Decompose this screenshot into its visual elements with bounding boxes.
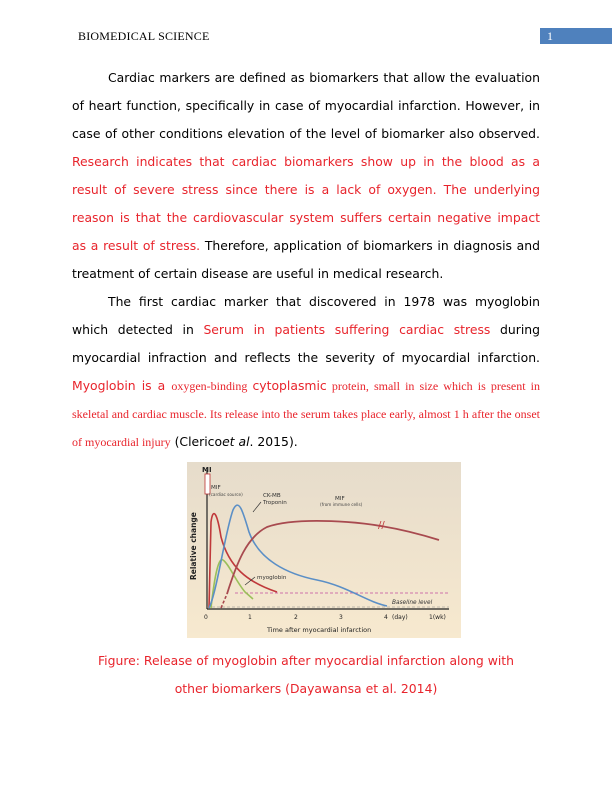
x-axis-label: Time after myocardial infarction — [267, 626, 372, 634]
tick-2: 2 — [294, 614, 298, 621]
tick-week: 1(wk) — [429, 614, 446, 621]
mif-immune-label: MIF — [335, 496, 345, 502]
myoglobin-label: myoglobin — [257, 575, 287, 581]
tick-day-unit: (day) — [392, 614, 408, 621]
p2-red-serif-2: protein, small in size which is present in skeletal and cardiac muscle. Its release into the serum takes place early, almost 1 h after the onset of myocardial injury — [72, 379, 540, 449]
biomarker-figure — [187, 462, 461, 638]
p1-sentence-3: Therefore, application of biomarkers in diagnosis and treatment of certain disease are useful in medical research. — [72, 238, 540, 281]
p1-sentence-1: Cardiac markers are defined as biomarkers that allow the evaluation of heart function, specifically in case of myocardial infarction. However, in case of other conditions elevation of the level of biomarker also observed. — [72, 70, 540, 141]
p2-text-1: The first cardiac marker that discovered in 1978 was myoglobin which detected in — [72, 294, 540, 337]
p2-red-cytoplasmic: cytoplasmic — [252, 378, 327, 393]
baseline-label: Baseline level — [392, 600, 433, 606]
p2-text-3: during myocardial infraction and reflects the severity of myocardial infarction. — [72, 322, 540, 365]
tick-3: 3 — [339, 614, 343, 621]
caption-line-1: Figure: Release of myoglobin after myocardial infarction along with — [97, 653, 515, 668]
mi-marker — [205, 474, 210, 494]
y-axis-label: Relative change — [189, 512, 198, 580]
mif-immune-sub: (from immune cells) — [320, 502, 363, 507]
mif-cardiac-label: MIF — [211, 485, 221, 491]
p1-red-text: Research indicates that cardiac biomarkers show up in the blood as a result of severe stress since there is a lack of oxygen. The underlying reason is that the cardiovascular system suffers certain negative impact as a result of stress. — [72, 154, 540, 253]
citation-c: . 2015). — [249, 434, 298, 449]
paragraph-1 — [72, 64, 540, 288]
paragraph-2 — [72, 288, 540, 456]
mif-cardiac-sub: (cardiac source) — [209, 492, 243, 497]
p2-red-serum: Serum in patients suffering cardiac stress — [203, 322, 491, 337]
ckmb-label: CK-MB — [263, 493, 281, 499]
tick-0: 0 — [204, 614, 208, 621]
troponin-label: Troponin — [263, 500, 287, 506]
body-text — [72, 64, 540, 456]
tick-4: 4 — [384, 614, 388, 621]
page-number: 1 — [540, 28, 612, 44]
p2-red-myoglobin: Myoglobin is a — [72, 378, 172, 393]
citation-a: (Clerico — [170, 434, 223, 449]
mi-label: MI — [202, 466, 212, 474]
caption-line-2: other biomarkers (Dayawansa et al. 2014) — [174, 681, 438, 696]
p2-red-serif-1: oxygen-binding — [171, 379, 253, 393]
tick-1: 1 — [248, 614, 252, 621]
citation-et-al: et al — [222, 434, 250, 449]
running-head: BIOMEDICAL SCIENCE — [78, 29, 210, 43]
figure-background — [187, 462, 461, 638]
axis-break-mark: // — [378, 520, 385, 531]
figure-caption — [72, 647, 540, 703]
